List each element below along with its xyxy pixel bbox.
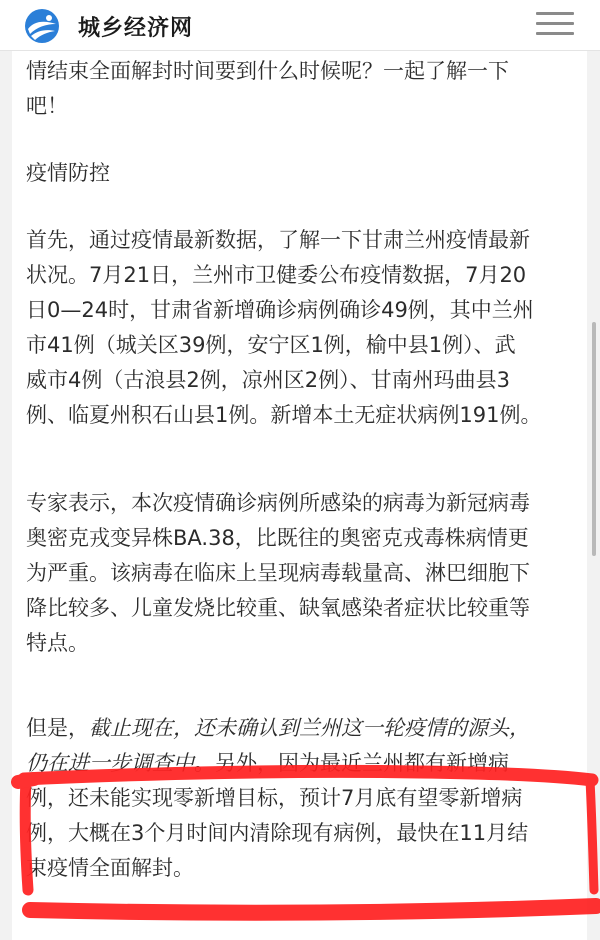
text-line: 束疫情全面解封。 [26, 856, 194, 880]
paragraph-latest-data [26, 223, 586, 433]
intro-line-1: 情结束全面解封时间要到什么时候呢？一起了解一下 [26, 59, 509, 83]
text-prefix: 但是， [26, 716, 89, 740]
site-title[interactable]: 城乡经济网 [78, 16, 194, 41]
site-logo-icon[interactable] [22, 7, 62, 45]
intro-line-2: 吧！ [26, 94, 68, 118]
text-line: 奥密克戎变异株BA.38，比既往的奥密克戎毒株病情更 [26, 526, 529, 550]
text-line: 特点。 [26, 631, 89, 655]
text-line: 。另外，因为最近兰州都有新增病 [194, 751, 509, 775]
paragraph-outlook [26, 711, 586, 886]
text-line: 首先，通过疫情最新数据，了解一下甘肃兰州疫情最新 [26, 228, 530, 252]
text-line: 市41例（城关区39例，安宁区1例，榆中县1例）、武 [26, 333, 516, 357]
article-body [12, 51, 587, 940]
paragraph-expert-statement [26, 486, 586, 661]
text-line: 日0—24时，甘肃省新增确诊病例确诊49例，其中兰州 [26, 298, 534, 322]
text-line: 例、临夏州积石山县1例。新增本土无症状病例191例。 [26, 403, 542, 427]
italic-emphasis: 截止现在，还未确认到兰州这一轮疫情的源头， [89, 716, 530, 740]
italic-emphasis: 仍在进一步调查中 [26, 751, 194, 775]
text-line: 专家表示，本次疫情确诊病例所感染的病毒为新冠病毒 [26, 491, 530, 515]
text-line: 威市4例（古浪县2例，凉州区2例）、甘南州玛曲县3 [26, 368, 510, 392]
section-heading: 疫情防控 [26, 161, 110, 185]
hamburger-menu-icon[interactable] [536, 12, 574, 40]
text-line: 为严重。该病毒在临床上呈现病毒载量高、淋巴细胞下 [26, 561, 530, 585]
scrollbar-thumb[interactable] [592, 322, 596, 556]
text-line: 状况。7月21日，兰州市卫健委公布疫情数据，7月20 [26, 263, 527, 287]
text-line: 例，还未能实现零新增目标，预计7月底有望零新增病 [26, 786, 523, 810]
site-header [0, 0, 600, 51]
text-line: 例，大概在3个月时间内清除现有病例，最快在11月结 [26, 821, 529, 845]
text-line: 降比较多、儿童发烧比较重、缺氧感染者症状比较重等 [26, 596, 530, 620]
